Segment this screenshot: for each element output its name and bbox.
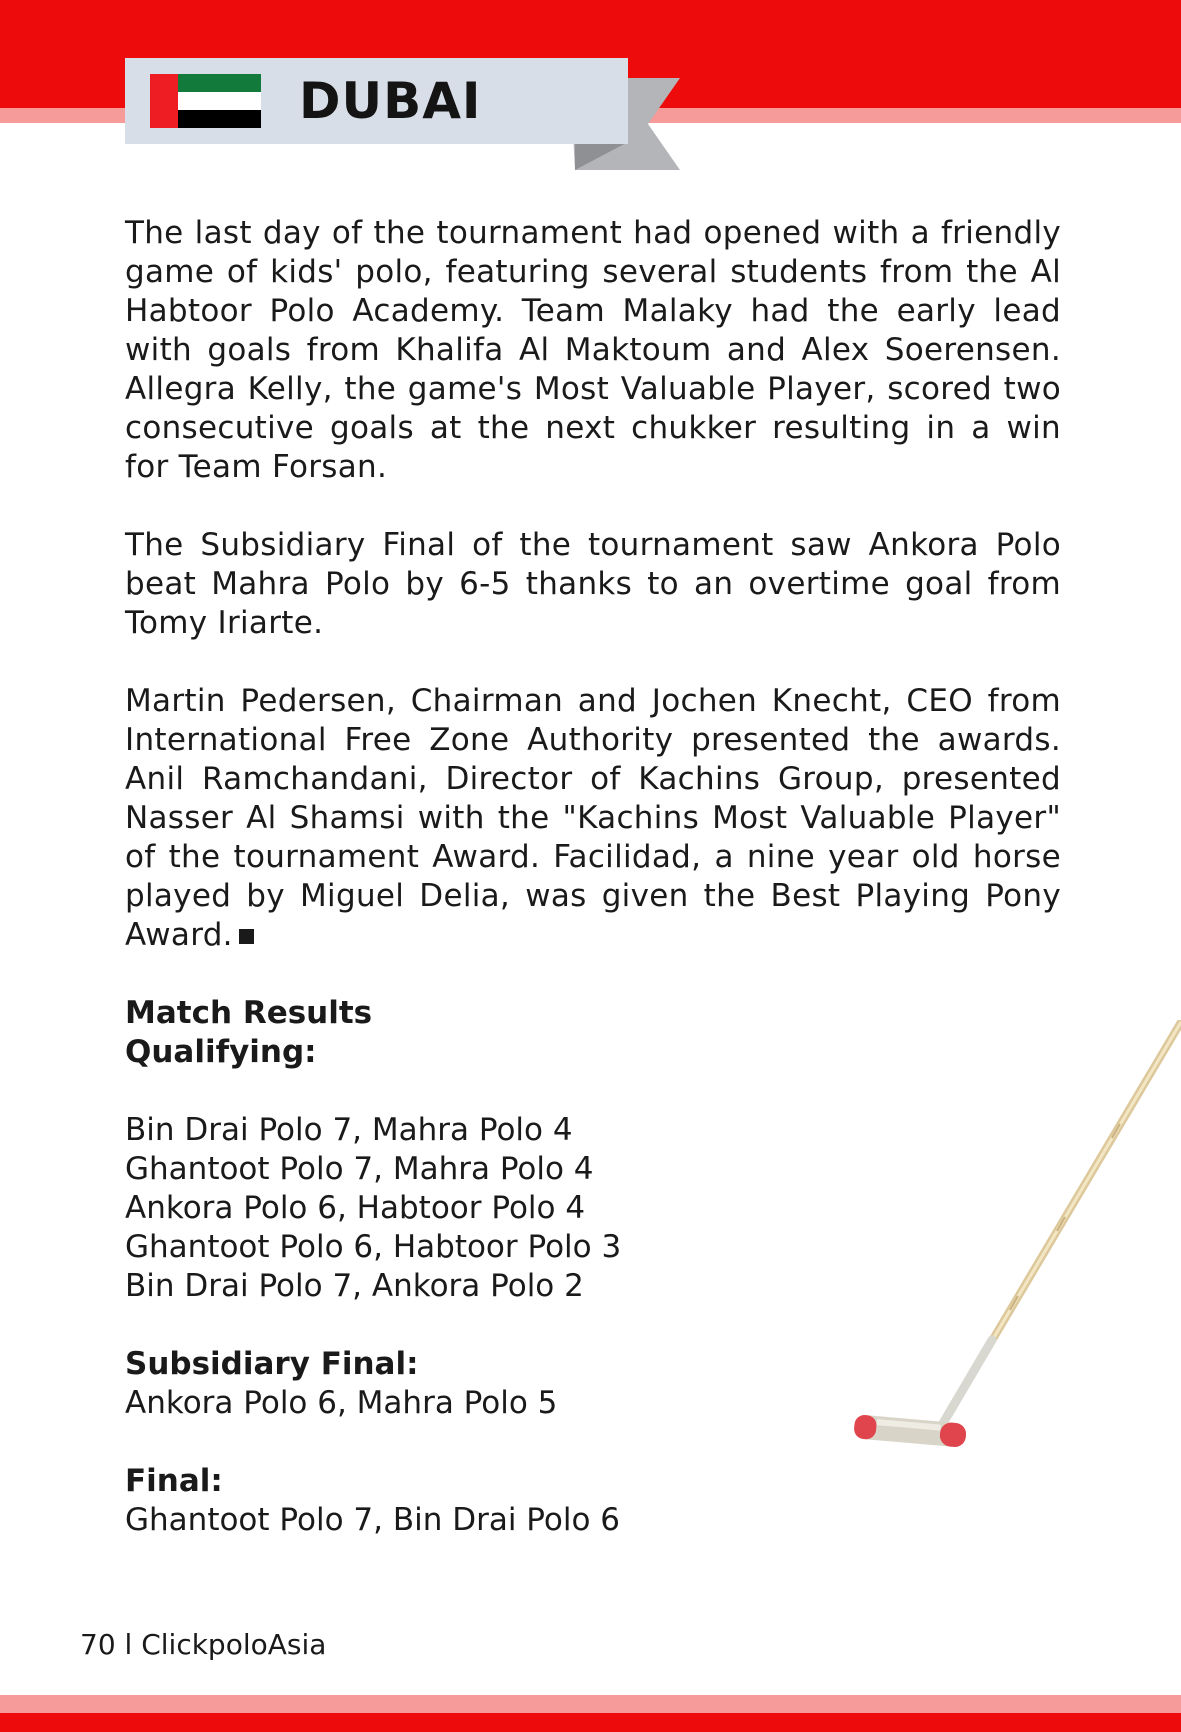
result-line: Ghantoot Polo 7, Mahra Polo 4	[125, 1151, 594, 1187]
final-result: Ghantoot Polo 7, Bin Drai Polo 6	[125, 1502, 621, 1538]
title-banner	[125, 58, 628, 144]
result-line: Bin Drai Polo 7, Mahra Polo 4	[125, 1112, 573, 1148]
final-heading: Final:	[125, 1463, 223, 1499]
article-paragraph-text: Martin Pedersen, Chairman and Jochen Knecht, CEO from International Free Zone Authority presented the awards. Anil Ramchandani, Director of Kachins Group, presented Nasser Al Shamsi with the "Kachins Most Valuable Player" of the tournament Award. Facilidad, a nine year old horse played by Miguel Delia, was given the Best Playing Pony Award.	[125, 683, 1061, 953]
result-line: Ankora Polo 6, Habtoor Polo 4	[125, 1190, 586, 1226]
bottom-accent-stripe	[0, 1695, 1181, 1713]
article-paragraph-last	[125, 682, 1061, 955]
page-title: DUBAI	[299, 72, 482, 130]
subsidiary-heading: Subsidiary Final:	[125, 1346, 419, 1382]
result-line: Ghantoot Polo 6, Habtoor Polo 3	[125, 1229, 622, 1265]
uae-flag-icon	[150, 74, 261, 128]
qualifying-heading: Qualifying:	[125, 1034, 317, 1070]
article-paragraph: The last day of the tournament had opened with a friendly game of kids' polo, featuring several students from the Al Habtoor Polo Academy. Team Malaky had the early lead with goals from Khalifa Al Maktoum and Alex Soerensen. Allegra Kelly, the game's Most Valuable Player, scored two consecutive goals at the next chukker resulting in a win for Team Forsan.	[125, 215, 1061, 485]
article-paragraph: The Subsidiary Final of the tournament saw Ankora Polo beat Mahra Polo by 6-5 thanks to an overtime goal from Tomy Iriarte.	[125, 527, 1061, 641]
page-footer: 70 l ClickpoloAsia	[80, 1628, 327, 1661]
end-of-article-icon	[239, 929, 254, 944]
subsidiary-result: Ankora Polo 6, Mahra Polo 5	[125, 1385, 558, 1421]
results-title: Match Results	[125, 995, 373, 1031]
bottom-color-band	[0, 1713, 1181, 1732]
result-line: Bin Drai Polo 7, Ankora Polo 2	[125, 1268, 584, 1304]
polo-mallet-icon	[850, 1020, 1181, 1460]
